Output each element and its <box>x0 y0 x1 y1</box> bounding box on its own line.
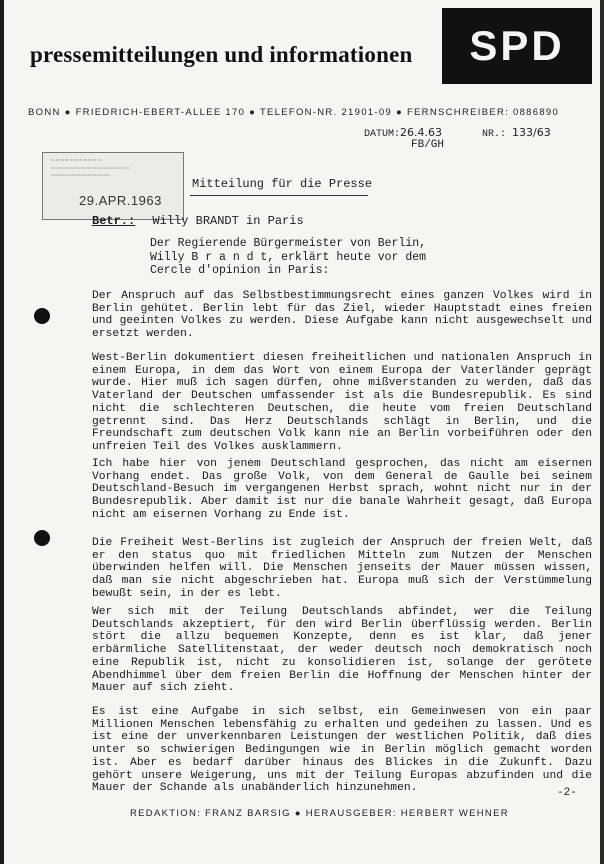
punch-hole <box>34 308 50 324</box>
address-line: BONN ● FRIEDRICH-EBERT-ALLEE 170 ● TELEFON-NR. 21901-09 ● FERNSCHREIBER: 0886890 <box>28 107 560 118</box>
paragraph: Es ist eine Aufgabe in sich selbst, ein Gemeinwesen von ein paar Millionen Menschen lebensfähig zu erhalten und gedeihen zu lassen. Und es ist eine der unverkennbaren Leistungen der westlichen Politik, daß dies unter so schwierigen Bedingungen wie in Berlin möglich gemacht worden ist. Aber es bedarf darüber hinaus des Blickes in die Zukunft. Dazu gehört unsere Weigerung, uns mit der Teilung Europas abzufinden und die Mauer der Schande als unabänderlich hinzunehmen. <box>92 706 592 795</box>
stamp-faded-text: ≈≈≈≈≈≈≈≈≈≈≈ <box>51 157 102 164</box>
number-value: 133/63 <box>512 126 551 139</box>
paragraph: Ich habe hier von jenem Deutschland gesprochen, das nicht am eisernen Vorhang endet. Das große Volk, von dem General de Gaulle bei seinem Deutschland-Besuch im vergangenen Herbst sprach, wohnt nicht nur in der Bundesrepublik. Aber damit ist nur die banale Wahrheit gesagt, daß Europa nicht am eisernen Vorhang zu Ende ist. <box>92 458 592 521</box>
paragraph: Der Anspruch auf das Selbstbestimmungsrecht eines ganzen Volkes wird in Berlin gehütet. Berlin lebt für das Ziel, wieder Hauptstadt eines freien und geeinten Volkes zu werden. Diese Aufgabe kann nicht ausgewechselt und ersetzt werden. <box>92 290 592 341</box>
paragraph: Wer sich mit der Teilung Deutschlands abfindet, wer die Teilung Deutschlands akzeptiert, für den wird Berlin überflüssig werden. Berlin stört die allzu bequemen Konzepte, denn es ist klar, daß jener erbärmliche Satellitenstaat, der weder deutsch noch demokratisch noch eine Republik ist, nicht zu konsolidieren ist, solange der gerötete Abendhimmel über dem freien Berlin die Hoffnung der Menschen hinter der Mauer auf sich zieht. <box>92 606 592 695</box>
number-label: NR.: <box>482 129 507 140</box>
stamp-faded-text-lines: ≈≈≈≈≈≈≈≈≈≈≈≈≈≈≈≈≈≈≈≈≈≈≈≈ ≈≈≈≈≈≈≈≈≈≈≈≈≈≈≈≈≈≈ <box>51 165 131 179</box>
subject-line <box>92 214 304 228</box>
number-field <box>482 126 551 140</box>
subject-label: Betr.: <box>92 214 136 228</box>
press-title-underline <box>190 195 368 196</box>
intro-block <box>150 237 426 278</box>
receipt-stamp <box>42 152 184 220</box>
document-page <box>4 0 600 864</box>
intro-line: Cercle d'opinion in Paris: <box>150 264 330 277</box>
punch-hole <box>34 530 50 546</box>
press-title: Mitteilung für die Presse <box>192 177 373 191</box>
stamp-date: 29.APR.1963 <box>79 193 162 208</box>
date-field <box>364 126 442 140</box>
footer-editorial-line: REDAKTION: FRANZ BARSIG ● HERAUSGEBER: HERBERT WEHNER <box>130 808 509 819</box>
date-value: 26.4.63 <box>400 126 443 139</box>
initials: FB/GH <box>411 139 445 151</box>
letterhead-title: pressemitteilungen und informationen <box>30 42 413 67</box>
paragraph: West-Berlin dokumentiert diesen freiheitlichen und nationalen Anspruch in einem Europa, in dem das Wort von einem Europa der Vaterländer geprägt wurde. Hier muß ich sagen dürfen, ohne mißverstanden zu werden, daß das Vaterland der Deutschen umfassender ist als die Bundesrepublik. Es sind nicht die schlechteren Deutschen, die heute vom freien Deutschland getrennt sind. Das Herz Deutschlands schlägt in Berlin, und die Freundschaft zum deutschen Volk kann nie an Berlin vorbeiführen oder den unfreien Teil des Volkes ausklammern. <box>92 352 592 453</box>
paragraph: Die Freiheit West-Berlins ist zugleich der Anspruch der freien Welt, daß er den status quo mit friedlichen Mitteln zum Nutzen der Menschen überwinden helfen will. Die Menschen jenseits der Mauer müssen wissen, daß man sie nicht abgeschrieben hat. Europa muß sich der Verstümmelung bewußt sein, in der es lebt. <box>92 537 592 600</box>
spd-logo: SPD <box>442 8 592 84</box>
date-label: DATUM: <box>364 129 401 140</box>
subject-text: Willy BRANDT in Paris <box>152 214 304 228</box>
intro-line: Der Regierende Bürgermeister von Berlin, <box>150 237 427 250</box>
intro-line: Willy B r a n d t, erklärt heute vor dem <box>150 250 427 264</box>
page-number: -2- <box>557 787 577 799</box>
